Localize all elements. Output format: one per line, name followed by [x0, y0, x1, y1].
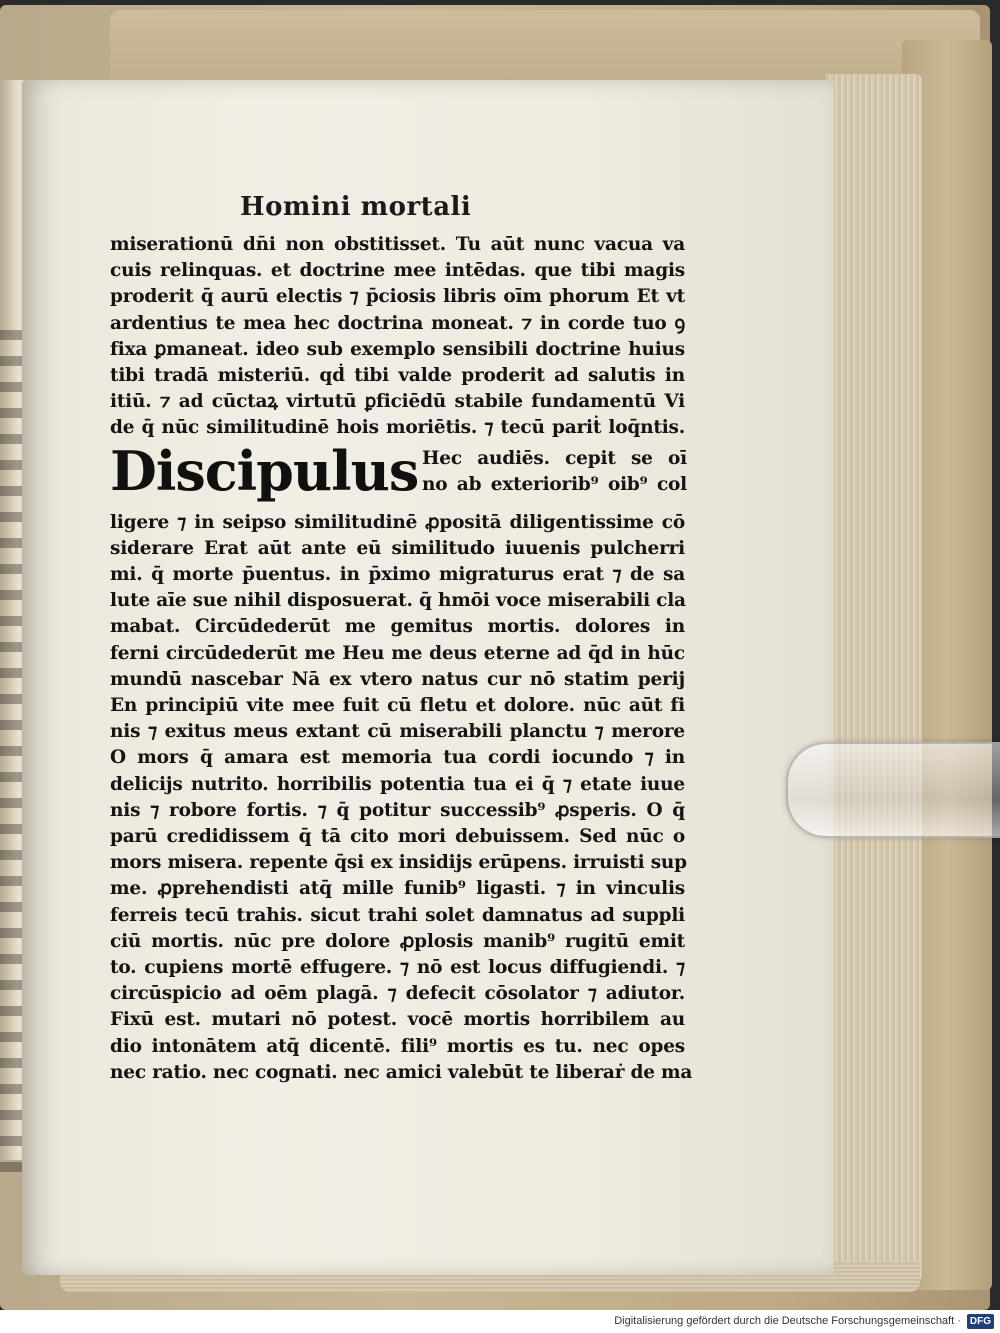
- text-line: ardentius te mea hec doctrina moneat. ⁊ in corde tuo ꝯ: [110, 312, 685, 334]
- text-line: cuis relinquas. et doctrine mee intēdas. que tibi magis: [110, 260, 685, 282]
- text-line: to. cupiens mortē effugere. ⁊ nō est locus diffugiendi. ⁊: [110, 957, 685, 979]
- text-line: mabat. Circūdederūt me gemitus mortis. dolores in: [110, 616, 685, 638]
- text-line: circūspicio ad oēm plagā. ⁊ defecit cōsolator ⁊ adiutor.: [110, 983, 685, 1005]
- bookmark-clip: [786, 742, 1000, 838]
- text-line: delicijs nutrito. horribilis potentia tua ei q̄ ⁊ etate iuue: [110, 773, 685, 795]
- text-line: tibi tradā misteriū. qḋ tibi valde proderit ad salutis in: [110, 365, 685, 387]
- text-block: [110, 192, 693, 1086]
- text-line: ciū mortis. nūc pre dolore ꝓplosis manib⁹ rugitū emit: [110, 930, 685, 952]
- text-line: proderit q̄ aurū electis ⁊ p̄ciosis libris oīm phorum Et vt: [110, 286, 685, 308]
- running-head: Homini mortali: [240, 192, 472, 222]
- incipit-word: Discipulus: [110, 438, 419, 503]
- text-line: ferreis tecū trahis. sicut trahi solet damnatus ad suppli: [110, 904, 685, 926]
- text-lines-before-incipit: [110, 232, 685, 442]
- text-line: itiū. ⁊ ad cūctaꝝ virtutū ꝑficiēdū stabile fundamentū Vi: [110, 391, 685, 413]
- text-line: dio intonātem atq̄ dicentē. fili⁹ mortis es tu. nec opes: [110, 1035, 685, 1057]
- footer-bar: [0, 1310, 1000, 1333]
- text-line: mors misera. repente q̄si ex insidijs erūpens. irruisti sup: [110, 852, 687, 874]
- incipit-row: [110, 438, 687, 508]
- text-line: nis ⁊ robore fortis. ⁊ q̄ potitur successib⁹ ꝓsperis. O q̄: [110, 799, 685, 821]
- text-line: me. ꝓprehendisti atq̄ mille funib⁹ ligasti. ⁊ in vinculis: [110, 878, 685, 900]
- text-line: Hec audiēs. cepit se oī: [422, 447, 687, 469]
- footer-credit: Digitalisierung gefördert durch die Deutsche Forschungsgemeinschaft ·: [614, 1315, 961, 1327]
- text-line: nis ⁊ exitus meus extant cū miserabili planctu ⁊ merore: [110, 721, 685, 743]
- text-line: O mors q̄ amara est memoria tua cordi iocundo ⁊ in: [110, 747, 685, 769]
- text-line: miserationū dn̄i non obstitisset. Tu aūt nunc vacua va: [110, 234, 685, 255]
- text-line: fixa ꝑmaneat. ideo sub exemplo sensibili doctrine huius: [110, 338, 685, 360]
- page-edges-right: [826, 74, 922, 1284]
- dfg-logo: DFG: [967, 1314, 994, 1329]
- book-page: [22, 80, 834, 1275]
- text-line: mi. q̄ morte p̄uentus. in p̄ximo migraturus erat ⁊ de sa: [110, 564, 685, 586]
- text-line: mundū nascebar Nā ex vtero natus cur nō statim perij: [110, 668, 685, 690]
- text-line: nec ratio. nec cognati. nec amici valebūt te liberaṙ de ma: [110, 1061, 693, 1083]
- text-line: siderare Erat aūt ante eū similitudo iuuenis pulcherri: [110, 537, 685, 559]
- text-line: En principiū vite mee fuit cū fletu et dolore. nūc aūt fi: [110, 695, 685, 717]
- text-line: ferni circūdederūt me Heu me deus eterne ad q̄d in hūc: [110, 642, 685, 664]
- text-line: no ab exteriorib⁹ oib⁹ col: [422, 473, 687, 495]
- text-line: de q̄ nūc similitudinē hois moriētis. ⁊ tecū pariṫ loq̄ntis.: [110, 417, 685, 439]
- text-line: Fixū est. mutari nō potest. vocē mortis horribilem au: [110, 1009, 685, 1031]
- text-line: ligere ⁊ in seipso similitudinē ꝓpositā diligentissime cō: [110, 511, 685, 533]
- incipit-side-text: [422, 446, 687, 498]
- text-line: lute aīe sue nihil disposuerat. q̄ hmōi voce miserabili cla: [110, 590, 686, 612]
- text-line: parū credidissem q̄ tā cito mori debuissem. Sed nūc o: [110, 826, 685, 848]
- text-lines-after-incipit: [110, 510, 693, 1086]
